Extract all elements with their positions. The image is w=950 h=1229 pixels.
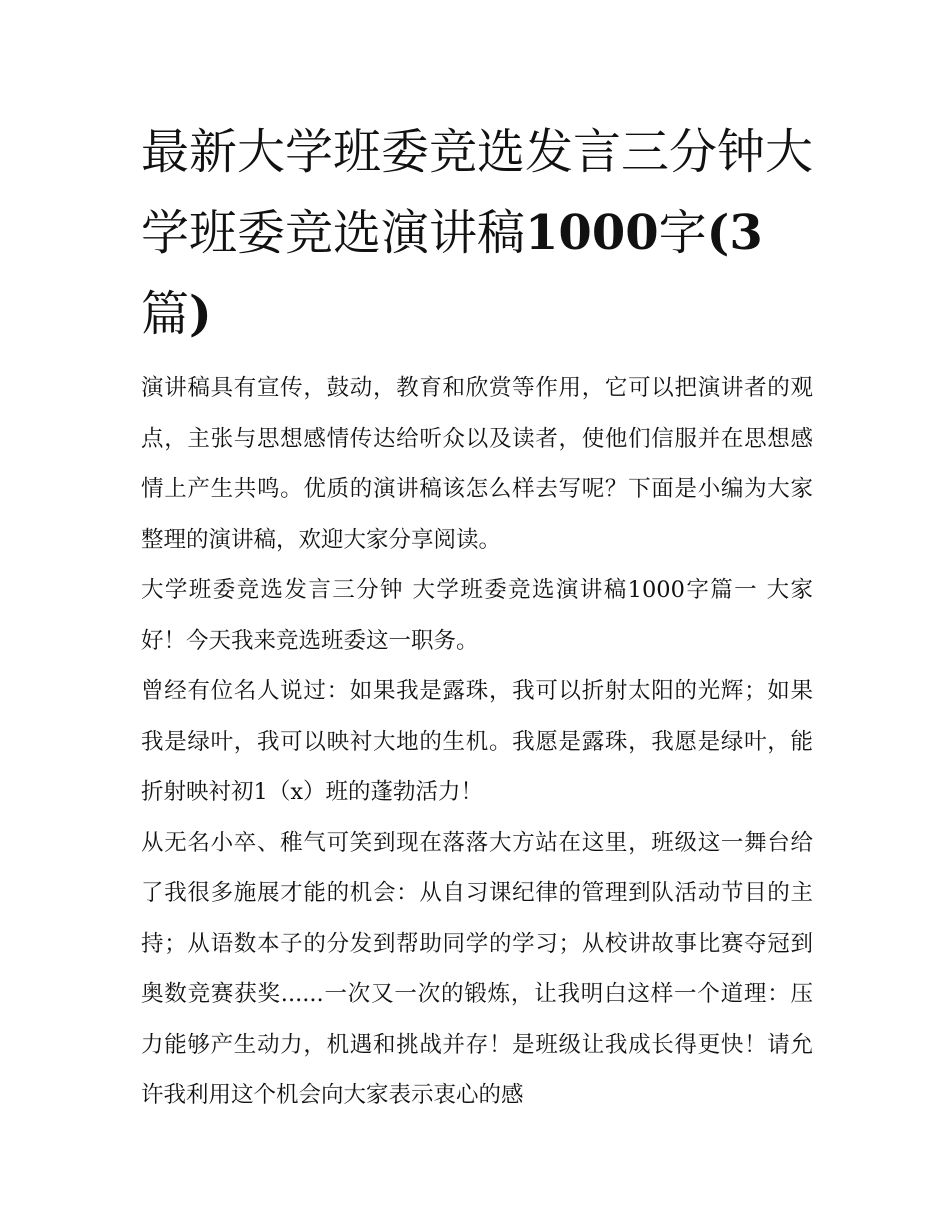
paragraph-quote: 曾经有位名人说过：如果我是露珠，我可以折射太阳的光辉；如果我是绿叶，我可以映衬大地的生机。我愿是露珠，我愿是绿叶，能折射映衬初1（x）班的蓬勃活力！ xyxy=(141,678,813,805)
document-page xyxy=(141,112,813,1121)
paragraph-intro: 演讲稿具有宣传，鼓动，教育和欣赏等作用，它可以把演讲者的观点，主张与思想感情传达给听众以及读者，使他们信服并在思想感情上产生共鸣。优质的演讲稿该怎么样去写呢？下面是小编为大家整理的演讲稿，欢迎大家分享阅读。 xyxy=(141,375,813,553)
document-body xyxy=(141,363,813,1121)
paragraph-experience: 从无名小卒、稚气可笑到现在落落大方站在这里，班级这一舞台给了我很多施展才能的机会：从自习课纪律的管理到队活动节目的主持；从语数本子的分发到帮助同学的学习；从校讲故事比赛夺冠到奥数竞赛获奖......一次又一次的锻炼，让我明白这样一个道理：压力能够产生动力，机遇和挑战并存！是班级让我成长得更快！请允许我利用这个机会向大家表示衷心的感 xyxy=(141,829,813,1108)
paragraph-greeting: 大学班委竞选发言三分钟 大学班委竞选演讲稿1000字篇一 大家好！今天我来竞选班委这一职务。 xyxy=(141,577,813,654)
document-title: 最新大学班委竞选发言三分钟大学班委竞选演讲稿1000字(3篇) xyxy=(141,124,814,342)
